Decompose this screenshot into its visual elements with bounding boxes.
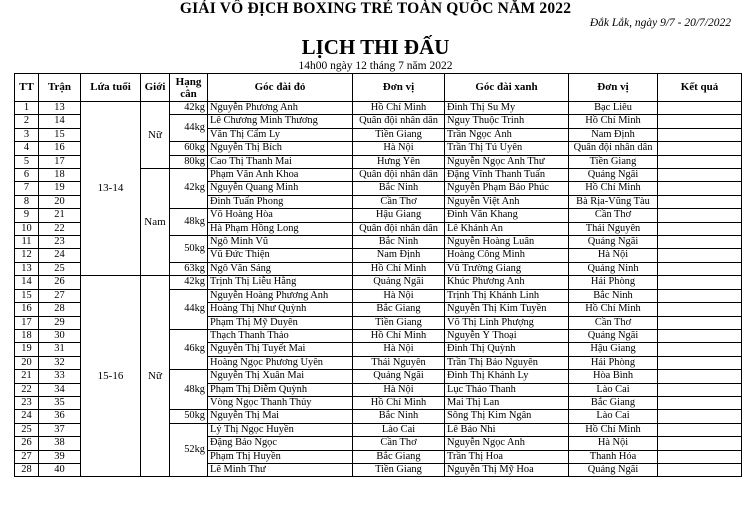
red-unit-cell: Hồ Chí Minh [353, 396, 445, 409]
red-fighter-cell: Võ Hoàng Hòa [208, 209, 353, 222]
weight-cell: 52kg [170, 423, 208, 477]
tt-cell: 12 [15, 249, 39, 262]
blue-fighter-cell: Lục Thảo Thanh [445, 383, 569, 396]
red-fighter-cell: Vòng Ngọc Thanh Thủy [208, 396, 353, 409]
red-fighter-cell: Văn Thị Cẩm Ly [208, 128, 353, 141]
schedule-table [14, 73, 742, 477]
tt-cell: 20 [15, 356, 39, 369]
tt-cell: 4 [15, 142, 39, 155]
red-fighter-cell: Nguyễn Hoàng Phương Anh [208, 289, 353, 302]
col-age: Lứa tuổi [81, 74, 141, 102]
place-date: Đắk Lắk, ngày 9/7 - 20/7/2022 [589, 17, 731, 29]
blue-fighter-cell: Võ Thị Linh Phượng [445, 316, 569, 329]
red-unit-cell: Hà Nội [353, 343, 445, 356]
col-red-corner: Góc đài đỏ [208, 74, 353, 102]
red-unit-cell: Hưng Yên [353, 155, 445, 168]
match-cell: 27 [39, 289, 81, 302]
result-cell [658, 356, 742, 369]
blue-fighter-cell: Hoàng Công Minh [445, 249, 569, 262]
blue-unit-cell: Hậu Giang [569, 343, 658, 356]
match-cell: 16 [39, 142, 81, 155]
red-unit-cell: Bắc Giang [353, 450, 445, 463]
red-fighter-cell: Nguyễn Thị Tuyết Mai [208, 343, 353, 356]
blue-fighter-cell: Nguyễn Ngọc Anh Thư [445, 155, 569, 168]
age-group-cell: 15-16 [81, 276, 141, 477]
tt-cell: 24 [15, 410, 39, 423]
tt-cell: 16 [15, 303, 39, 316]
col-tt: TT [15, 74, 39, 102]
weight-cell: 42kg [170, 102, 208, 115]
red-unit-cell: Thái Nguyên [353, 356, 445, 369]
result-cell [658, 102, 742, 115]
age-group-cell: 13-14 [81, 102, 141, 276]
red-unit-cell: Hà Nội [353, 383, 445, 396]
blue-unit-cell: Quân đội nhân dân [569, 142, 658, 155]
gender-cell: Nữ [141, 102, 170, 169]
red-fighter-cell: Nguyễn Quang Minh [208, 182, 353, 195]
blue-fighter-cell: Lê Khánh An [445, 222, 569, 235]
red-fighter-cell: Phạm Thị Mỹ Duyên [208, 316, 353, 329]
weight-cell: 48kg [170, 209, 208, 236]
result-cell [658, 155, 742, 168]
col-result: Kết quả [658, 74, 742, 102]
blue-unit-cell: Hồ Chí Minh [569, 182, 658, 195]
red-unit-cell: Hồ Chí Minh [353, 102, 445, 115]
result-cell [658, 195, 742, 208]
tt-cell: 22 [15, 383, 39, 396]
blue-unit-cell: Quảng Ngãi [569, 236, 658, 249]
tt-cell: 11 [15, 236, 39, 249]
match-cell: 21 [39, 209, 81, 222]
col-blue-corner: Góc đài xanh [445, 74, 569, 102]
result-cell [658, 463, 742, 476]
weight-cell: 44kg [170, 115, 208, 142]
match-cell: 26 [39, 276, 81, 289]
match-cell: 29 [39, 316, 81, 329]
result-cell [658, 370, 742, 383]
weight-cell: 50kg [170, 236, 208, 263]
weight-cell: 63kg [170, 262, 208, 275]
blue-unit-cell: Quảng Ngãi [569, 329, 658, 342]
match-cell: 37 [39, 423, 81, 436]
red-fighter-cell: Nguyễn Phương Anh [208, 102, 353, 115]
result-cell [658, 182, 742, 195]
match-cell: 30 [39, 329, 81, 342]
tt-cell: 3 [15, 128, 39, 141]
col-weight: Hạng cân [170, 74, 208, 102]
match-cell: 32 [39, 356, 81, 369]
tournament-title: GIẢI VÔ ĐỊCH BOXING TRẺ TOÀN QUỐC NĂM 2022 [179, 0, 572, 17]
blue-fighter-cell: Lê Bảo Nhi [445, 423, 569, 436]
table-row [15, 276, 742, 289]
weight-cell: 50kg [170, 410, 208, 423]
red-unit-cell: Quân đội nhân dân [353, 169, 445, 182]
result-cell [658, 343, 742, 356]
blue-fighter-cell: Đinh Văn Khang [445, 209, 569, 222]
red-unit-cell: Nam Định [353, 249, 445, 262]
tt-cell: 5 [15, 155, 39, 168]
red-fighter-cell: Thạch Thanh Thảo [208, 329, 353, 342]
match-cell: 36 [39, 410, 81, 423]
red-fighter-cell: Phạm Thị Diễm Quỳnh [208, 383, 353, 396]
match-cell: 38 [39, 437, 81, 450]
blue-unit-cell: Lào Cai [569, 410, 658, 423]
blue-fighter-cell: Đinh Thị Quỳnh [445, 343, 569, 356]
result-cell [658, 236, 742, 249]
weight-cell: 80kg [170, 155, 208, 168]
match-cell: 25 [39, 262, 81, 275]
red-unit-cell: Hồ Chí Minh [353, 329, 445, 342]
match-cell: 23 [39, 236, 81, 249]
gender-cell: Nữ [141, 276, 170, 477]
result-cell [658, 142, 742, 155]
tt-cell: 8 [15, 195, 39, 208]
blue-fighter-cell: Đinh Thị Khánh Ly [445, 370, 569, 383]
blue-fighter-cell: Trần Ngọc Ánh [445, 128, 569, 141]
col-match: Trận [39, 74, 81, 102]
schedule-title: LỊCH THI ĐẤU [301, 35, 450, 59]
red-unit-cell: Tiền Giang [353, 316, 445, 329]
match-cell: 33 [39, 370, 81, 383]
col-gender: Giới [141, 74, 170, 102]
blue-fighter-cell: Nguyễn Hoàng Luân [445, 236, 569, 249]
blue-unit-cell: Bắc Ninh [569, 289, 658, 302]
red-fighter-cell: Nguyễn Thị Mai [208, 410, 353, 423]
red-fighter-cell: Lý Thị Ngọc Huyền [208, 423, 353, 436]
red-unit-cell: Quân đội nhân dân [353, 222, 445, 235]
blue-unit-cell: Tiền Giang [569, 155, 658, 168]
match-cell: 17 [39, 155, 81, 168]
red-fighter-cell: Ngô Minh Vũ [208, 236, 353, 249]
tt-cell: 2 [15, 115, 39, 128]
blue-fighter-cell: Sông Thị Kim Ngân [445, 410, 569, 423]
weight-cell: 42kg [170, 276, 208, 289]
result-cell [658, 437, 742, 450]
result-cell [658, 222, 742, 235]
tt-cell: 14 [15, 276, 39, 289]
blue-fighter-cell: Nguyễn Ngọc Anh [445, 437, 569, 450]
gender-cell: Nam [141, 169, 170, 276]
red-fighter-cell: Phạm Văn Anh Khoa [208, 169, 353, 182]
red-fighter-cell: Nguyễn Thị Bích [208, 142, 353, 155]
red-unit-cell: Bắc Ninh [353, 410, 445, 423]
red-fighter-cell: Lê Chương Minh Thương [208, 115, 353, 128]
red-fighter-cell: Phạm Thị Huyền [208, 450, 353, 463]
weight-cell: 60kg [170, 142, 208, 155]
red-unit-cell: Hà Nội [353, 289, 445, 302]
red-unit-cell: Hà Nội [353, 142, 445, 155]
result-cell [658, 423, 742, 436]
result-cell [658, 303, 742, 316]
result-cell [658, 396, 742, 409]
blue-unit-cell: Hồ Chí Minh [569, 303, 658, 316]
red-unit-cell: Hồ Chí Minh [353, 262, 445, 275]
red-unit-cell: Tiền Giang [353, 463, 445, 476]
col-red-unit: Đơn vị [353, 74, 445, 102]
blue-fighter-cell: Nguyễn Việt Anh [445, 195, 569, 208]
match-cell: 13 [39, 102, 81, 115]
blue-unit-cell: Hải Phòng [569, 276, 658, 289]
blue-fighter-cell: Nguyễn Thị Mỹ Hoa [445, 463, 569, 476]
red-unit-cell: Quân đội nhân dân [353, 115, 445, 128]
blue-unit-cell: Quảng Ngãi [569, 463, 658, 476]
match-cell: 39 [39, 450, 81, 463]
blue-unit-cell: Thanh Hóa [569, 450, 658, 463]
blue-fighter-cell: Đinh Thị Su My [445, 102, 569, 115]
tt-cell: 9 [15, 209, 39, 222]
red-unit-cell: Hậu Giang [353, 209, 445, 222]
red-unit-cell: Cần Thơ [353, 195, 445, 208]
blue-fighter-cell: Nguyễn Ý Thoại [445, 329, 569, 342]
tt-cell: 17 [15, 316, 39, 329]
tt-cell: 6 [15, 169, 39, 182]
blue-fighter-cell: Trịnh Thị Khánh Linh [445, 289, 569, 302]
match-cell: 14 [39, 115, 81, 128]
col-blue-unit: Đơn vị [569, 74, 658, 102]
red-fighter-cell: Hà Phạm Hồng Long [208, 222, 353, 235]
red-fighter-cell: Lê Minh Thư [208, 463, 353, 476]
tt-cell: 7 [15, 182, 39, 195]
red-fighter-cell: Đinh Tuấn Phong [208, 195, 353, 208]
red-fighter-cell: Trịnh Thị Liễu Hằng [208, 276, 353, 289]
header-row [15, 74, 742, 102]
blue-fighter-cell: Trần Thị Bảo Nguyên [445, 356, 569, 369]
result-cell [658, 169, 742, 182]
result-cell [658, 329, 742, 342]
blue-unit-cell: Cần Thơ [569, 209, 658, 222]
red-fighter-cell: Nguyễn Thị Xuân Mai [208, 370, 353, 383]
tt-cell: 28 [15, 463, 39, 476]
result-cell [658, 262, 742, 275]
match-cell: 28 [39, 303, 81, 316]
weight-cell: 48kg [170, 370, 208, 410]
tt-cell: 13 [15, 262, 39, 275]
tt-cell: 27 [15, 450, 39, 463]
red-fighter-cell: Vũ Đức Thiện [208, 249, 353, 262]
red-unit-cell: Quảng Ngãi [353, 276, 445, 289]
blue-unit-cell: Hà Nội [569, 437, 658, 450]
blue-fighter-cell: Vũ Trường Giang [445, 262, 569, 275]
match-cell: 35 [39, 396, 81, 409]
red-unit-cell: Lào Cai [353, 423, 445, 436]
blue-unit-cell: Bà Rịa-Vũng Tàu [569, 195, 658, 208]
match-cell: 24 [39, 249, 81, 262]
blue-fighter-cell: Trần Thị Hoa [445, 450, 569, 463]
blue-unit-cell: Hải Phòng [569, 356, 658, 369]
weight-cell: 44kg [170, 289, 208, 329]
weight-cell: 46kg [170, 329, 208, 369]
blue-fighter-cell: Nguyễn Thị Kim Tuyền [445, 303, 569, 316]
red-fighter-cell: Cao Thị Thanh Mai [208, 155, 353, 168]
schedule-time: 14h00 ngày 12 tháng 7 năm 2022 [298, 60, 453, 72]
tt-cell: 10 [15, 222, 39, 235]
blue-unit-cell: Quảng Ngãi [569, 169, 658, 182]
red-unit-cell: Bắc Ninh [353, 236, 445, 249]
red-unit-cell: Cần Thơ [353, 437, 445, 450]
table-row [15, 102, 742, 115]
red-unit-cell: Quảng Ngãi [353, 370, 445, 383]
blue-unit-cell: Cần Thơ [569, 316, 658, 329]
tt-cell: 1 [15, 102, 39, 115]
blue-fighter-cell: Mai Thị Lan [445, 396, 569, 409]
tt-cell: 19 [15, 343, 39, 356]
tt-cell: 21 [15, 370, 39, 383]
result-cell [658, 209, 742, 222]
result-cell [658, 410, 742, 423]
red-fighter-cell: Đặng Bảo Ngọc [208, 437, 353, 450]
tt-cell: 23 [15, 396, 39, 409]
result-cell [658, 276, 742, 289]
result-cell [658, 128, 742, 141]
blue-unit-cell: Hòa Bình [569, 370, 658, 383]
red-unit-cell: Tiền Giang [353, 128, 445, 141]
weight-cell: 42kg [170, 169, 208, 209]
blue-fighter-cell: Khúc Phương Anh [445, 276, 569, 289]
blue-unit-cell: Lào Cai [569, 383, 658, 396]
blue-unit-cell: Hồ Chí Minh [569, 115, 658, 128]
result-cell [658, 249, 742, 262]
blue-unit-cell: Nam Định [569, 128, 658, 141]
match-cell: 15 [39, 128, 81, 141]
result-cell [658, 289, 742, 302]
tt-cell: 26 [15, 437, 39, 450]
blue-unit-cell: Quảng Ninh [569, 262, 658, 275]
match-cell: 19 [39, 182, 81, 195]
blue-unit-cell: Thái Nguyên [569, 222, 658, 235]
match-cell: 22 [39, 222, 81, 235]
blue-fighter-cell: Nguy Thuộc Trinh [445, 115, 569, 128]
red-unit-cell: Bắc Ninh [353, 182, 445, 195]
blue-fighter-cell: Trần Thị Tú Uyên [445, 142, 569, 155]
match-cell: 31 [39, 343, 81, 356]
blue-unit-cell: Hà Nội [569, 249, 658, 262]
red-fighter-cell: Hoàng Ngọc Phương Uyên [208, 356, 353, 369]
tt-cell: 25 [15, 423, 39, 436]
match-cell: 18 [39, 169, 81, 182]
blue-fighter-cell: Đặng Vĩnh Thanh Tuấn [445, 169, 569, 182]
result-cell [658, 383, 742, 396]
blue-unit-cell: Hồ Chí Minh [569, 423, 658, 436]
tt-cell: 15 [15, 289, 39, 302]
red-fighter-cell: Ngô Văn Sáng [208, 262, 353, 275]
match-cell: 20 [39, 195, 81, 208]
result-cell [658, 450, 742, 463]
match-cell: 34 [39, 383, 81, 396]
match-cell: 40 [39, 463, 81, 476]
blue-fighter-cell: Nguyễn Phạm Bảo Phúc [445, 182, 569, 195]
tt-cell: 18 [15, 329, 39, 342]
blue-unit-cell: Bạc Liêu [569, 102, 658, 115]
red-unit-cell: Bắc Giang [353, 303, 445, 316]
red-fighter-cell: Hoàng Thị Như Quỳnh [208, 303, 353, 316]
blue-unit-cell: Bắc Giang [569, 396, 658, 409]
result-cell [658, 115, 742, 128]
result-cell [658, 316, 742, 329]
